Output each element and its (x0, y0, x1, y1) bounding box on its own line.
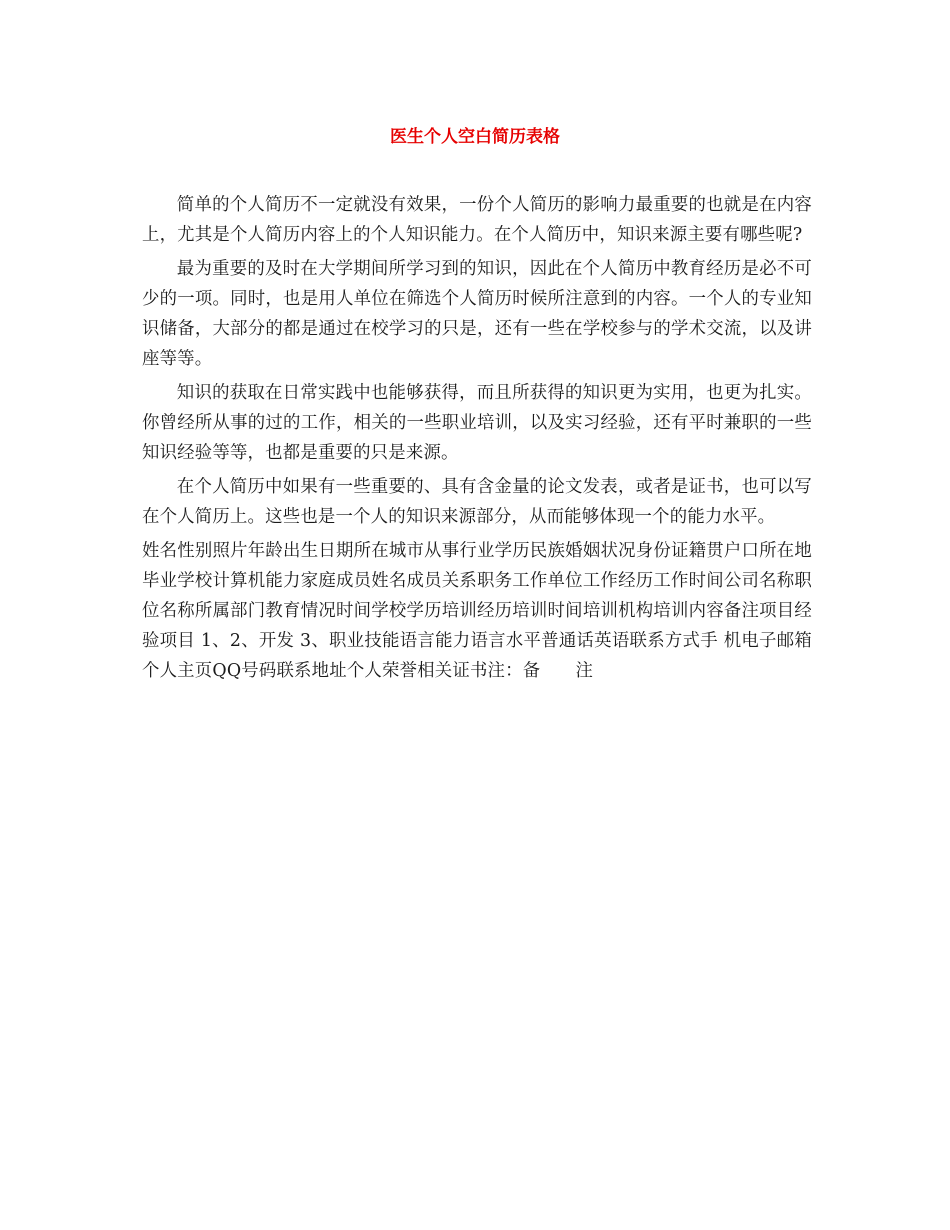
page-title: 医生个人空白简历表格 (390, 127, 560, 147)
document-body (142, 190, 812, 686)
paragraph-4: 在个人简历中如果有一些重要的、具有含金量的论文发表，或者是证书，也可以写在个人简历上。这些也是一个人的知识来源部分，从而能够体现一个的能力水平。 (142, 477, 812, 527)
paragraph-2: 最为重要的及时在大学期间所学习到的知识，因此在个人简历中教育经历是必不可少的一项。同时，也是用人单位在筛选个人简历时候所注意到的内容。一个人的专业知识储备，大部分的都是通过在校学习的只是，还有一些在学校参与的学术交流，以及讲座等等。 (142, 259, 812, 369)
resume-form-fields-text: 姓名性别照片年龄出生日期所在城市从事行业学历民族婚姻状况身份证籍贯户口所在地毕业学校计算机能力家庭成员姓名成员关系职务工作单位工作经历工作时间公司名称职位名称所属部门教育情况时间学校学历培训经历培训时间培训机构培训内容备注项目经验项目 1、2、开发 3、职业技能语言能力语言水平普通话英语联系方式手 机电子邮箱个人主页QQ号码联系地址个人荣誉相关证书注：备 注 (142, 541, 812, 681)
paragraph-1: 简单的个人简历不一定就没有效果，一份个人简历的影响力最重要的也就是在内容上，尤其是个人简历内容上的个人知识能力。在个人简历中，知识来源主要有哪些呢? (142, 195, 812, 245)
paragraph-3: 知识的获取在日常实践中也能够获得，而且所获得的知识更为实用，也更为扎实。你曾经所从事的过的工作，相关的一些职业培训，以及实习经验，还有平时兼职的一些知识经验等等，也都是重要的只是来源。 (142, 383, 812, 463)
